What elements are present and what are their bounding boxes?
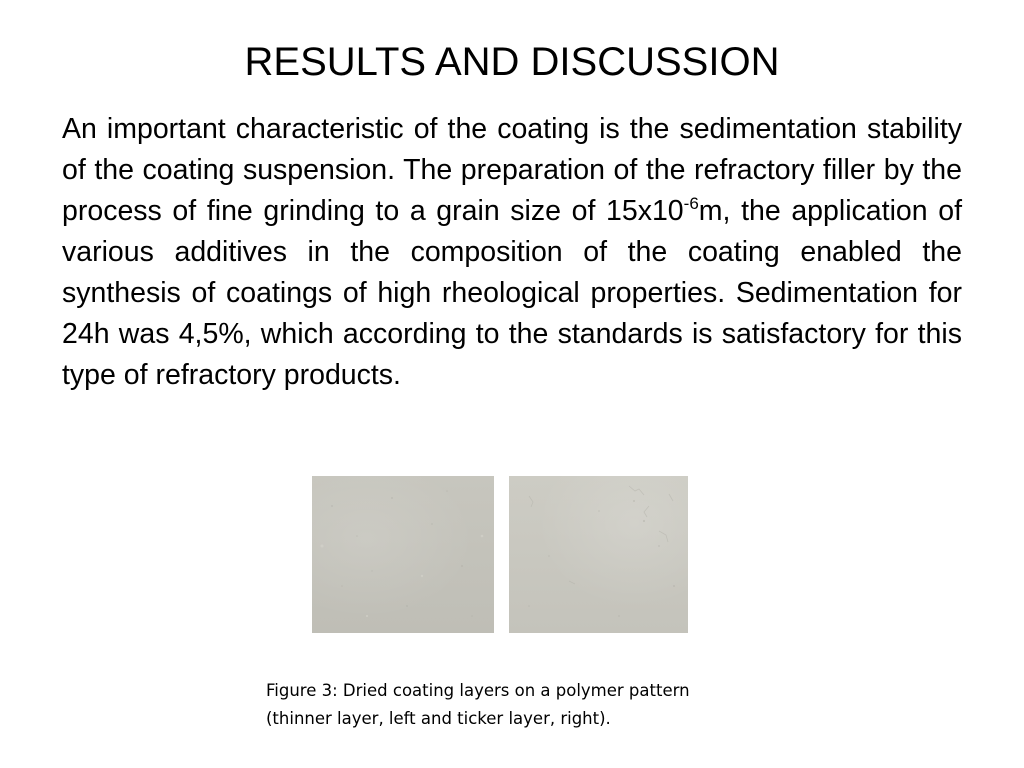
- body-paragraph: [62, 109, 962, 396]
- thinner-layer-texture: [312, 476, 494, 633]
- body-text-part-1: An important characteristic of the coating is the sedimentation stability of the coating suspension. The preparation of the refractory filler by the process of fine grinding to a grain size of 15x10: [62, 113, 962, 227]
- thicker-layer-photo: [509, 476, 688, 633]
- figure-caption: [266, 677, 826, 733]
- body-text-part-2: m, the application of various additives in the composition of the coating enabled the synthesis of coatings of high rheological properties. Sedimentation for 24h was 4,5%, which according to the standards is satisfactory for this type of refractory products.: [62, 195, 962, 391]
- thicker-layer-texture: [509, 476, 688, 633]
- slide-title: RESULTS AND DISCUSSION: [244, 40, 780, 84]
- caption-line-1: Figure 3: Dried coating layers on a polymer pattern: [266, 681, 690, 700]
- exponent-superscript: -6: [683, 194, 699, 213]
- thinner-layer-photo: [312, 476, 494, 633]
- caption-line-2: (thinner layer, left and ticker layer, right).: [266, 709, 611, 728]
